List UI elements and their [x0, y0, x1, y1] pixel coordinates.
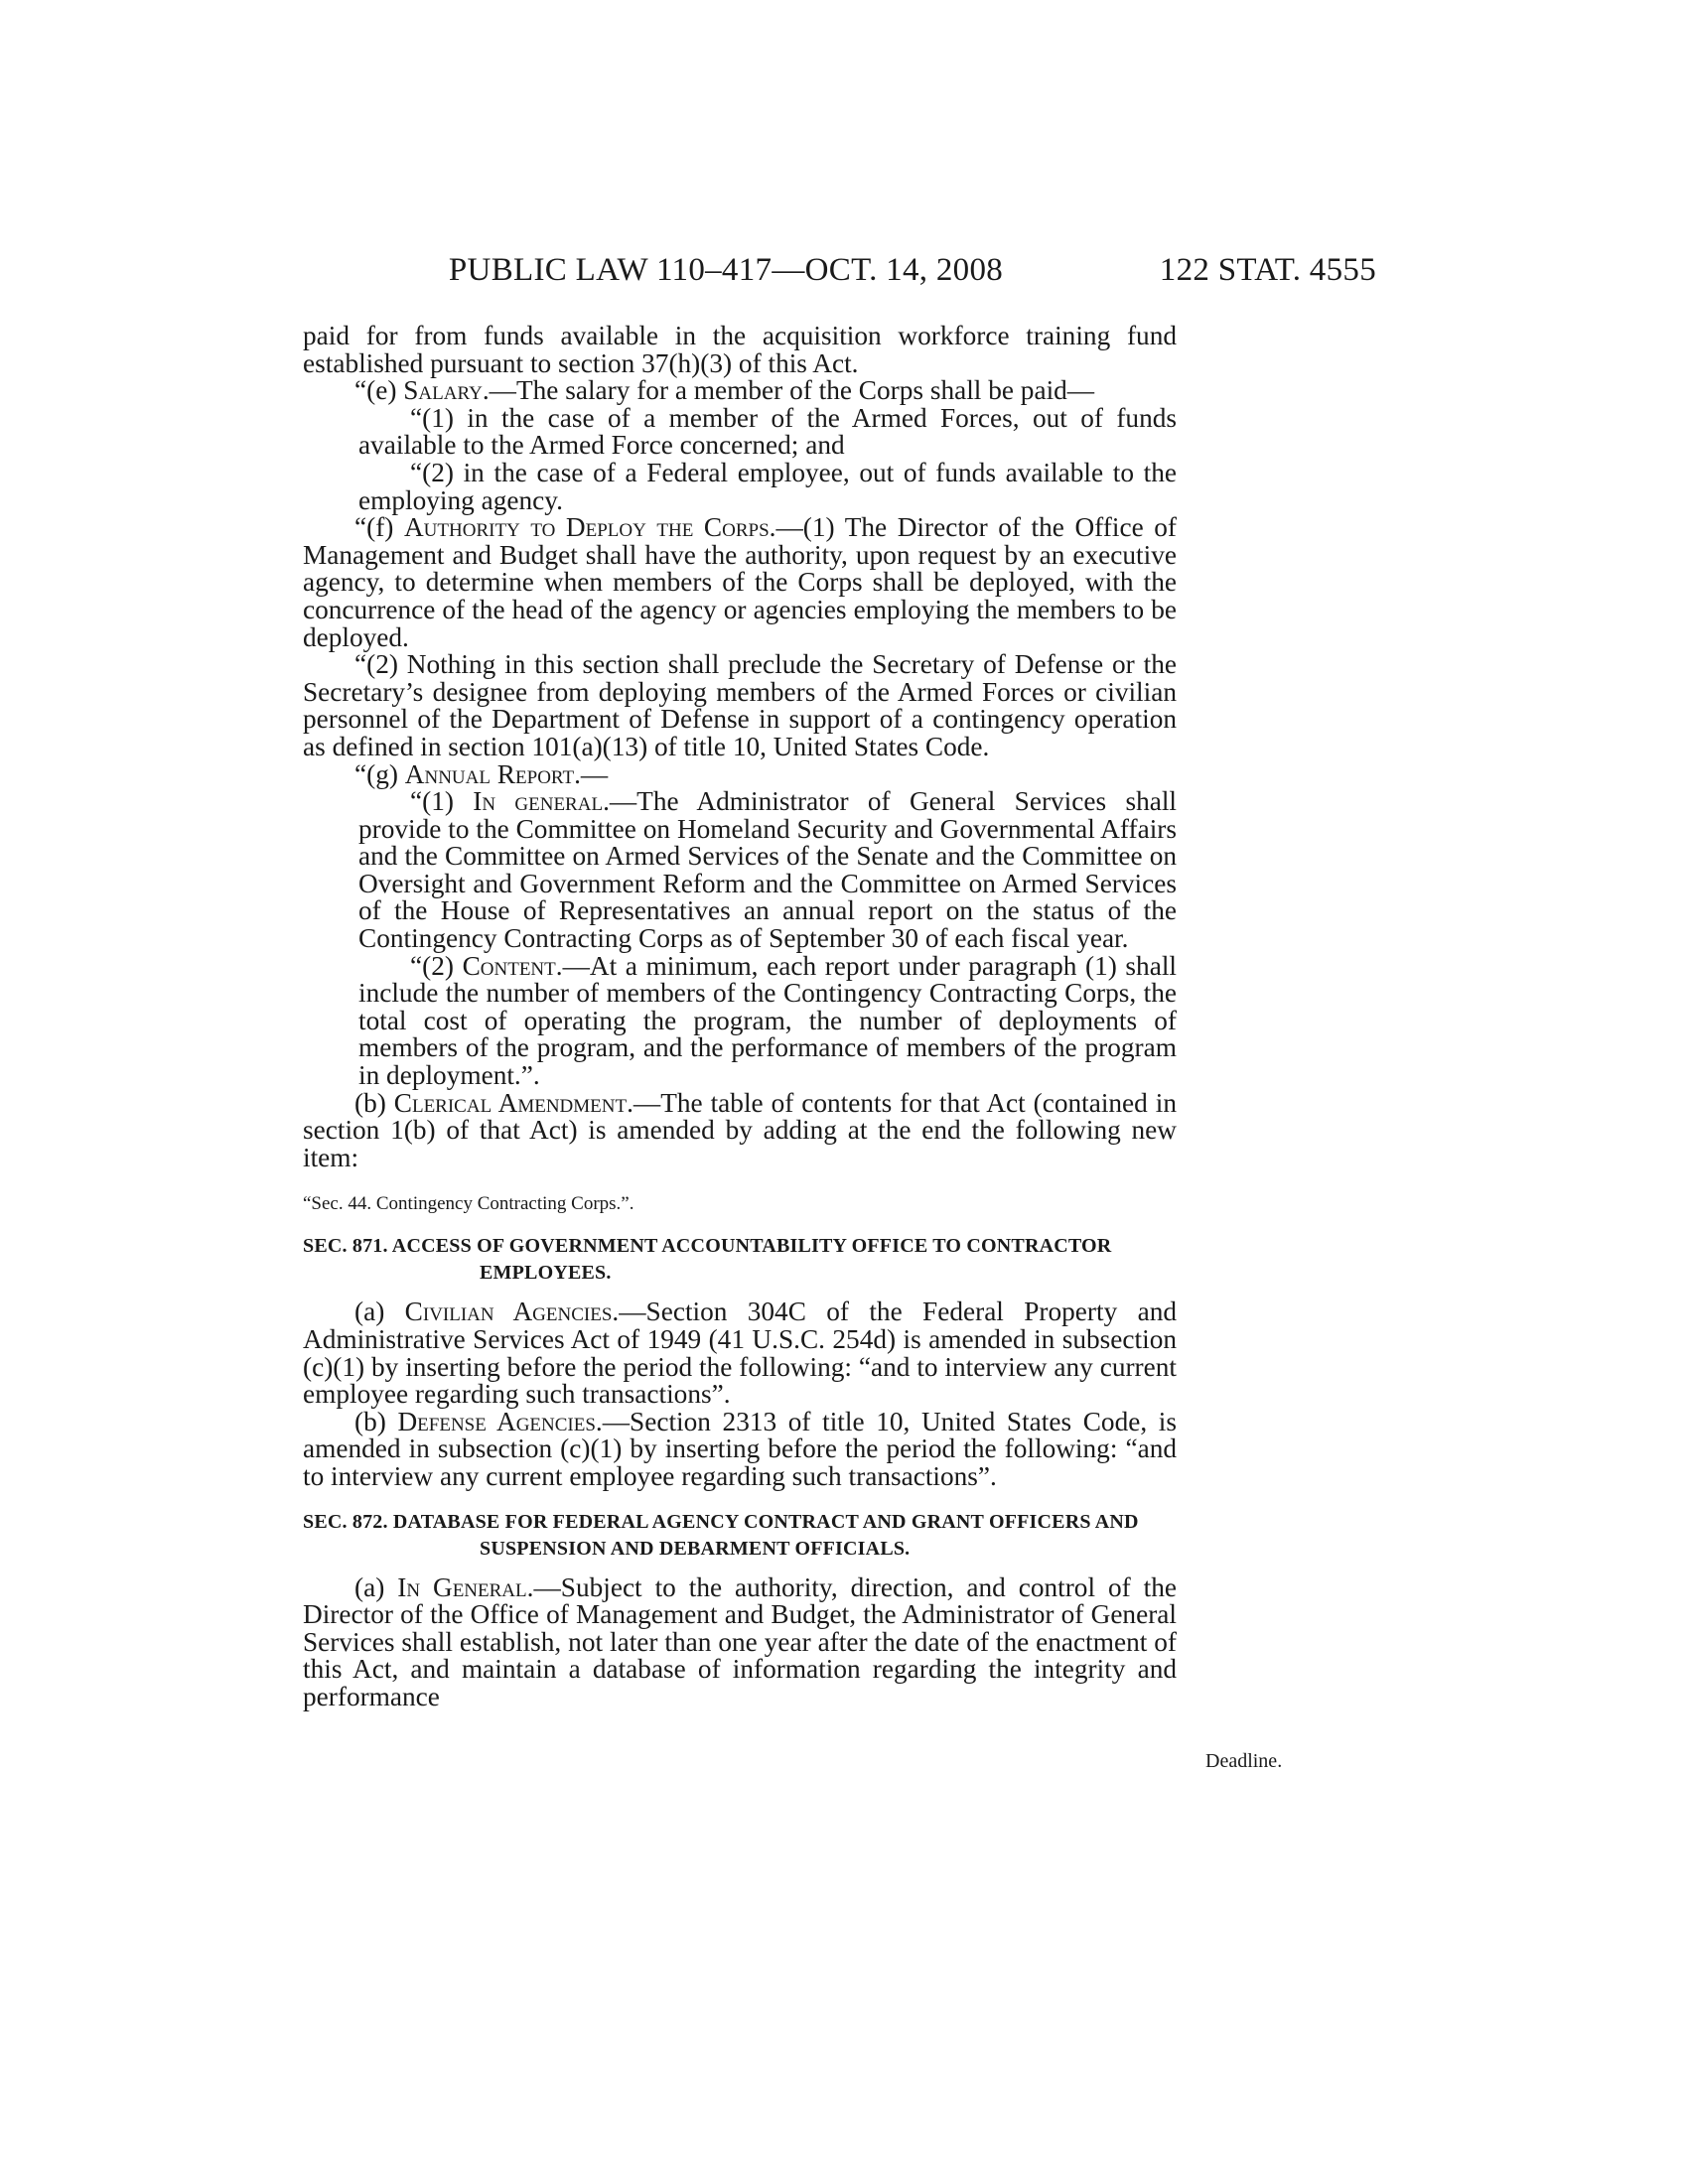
subsection-f-authority: “(f) Authority to Deploy the Corps.—(1) The Director of the Office of Management and Budget shall have the authority, upon request by an executive agency, to determine when members of the Corps shall be deployed, with the concurrence of the head of the agency or agencies employing the members to be deployed. [303, 512, 1177, 652]
paragraph-f2: “(2) Nothing in this section shall preclude the Secretary of Defense or the Secretary’s designee from deploying members of the Armed Forces or civilian personnel of the Department of Defense in support of a contingency operation as defined in section 101(a)(13) of title 10, United States Code. [303, 649, 1177, 761]
section-872-a: (a) In General.—Subject to the authority, direction, and control of the Director of the Office of Management and Budget, the Administrator of General Services shall establish, not later than one year after the date of the enactment of this Act, and maintain a database of information regarding the integrity and performance [303, 1571, 1177, 1711]
section-871-heading: SEC. 871. ACCESS OF GOVERNMENT ACCOUNTABILITY OFFICE TO CONTRACTOR EMPLOYEES. [303, 1235, 1112, 1285]
statute-body [303, 323, 1177, 1711]
page-header-title: PUBLIC LAW 110–417—OCT. 14, 2008 [448, 252, 1004, 288]
section-872-heading: SEC. 872. DATABASE FOR FEDERAL AGENCY CONTRACT AND GRANT OFFICERS AND SUSPENSION AND DEBARMENT OFFICIALS. [303, 1510, 1139, 1560]
margin-note-deadline: Deadline. [1205, 1750, 1283, 1772]
subsection-heading: Authority to Deploy the Corps [403, 512, 770, 543]
subsection-heading: In General [397, 1571, 527, 1602]
paragraph-g1-in-general: “(1) In general.—The Administrator of General Services shall provide to the Committee on Homeland Security and Governmental Affairs and the Committee on Armed Services of the Senate and the Committee on Oversight and Government Reform and the Committee on Armed Services of the House of Representatives an annual report on the status of the Contingency Contracting Corps as of September 30 of each fiscal year. [358, 786, 1177, 954]
subsection-heading: Clerical Amendment [393, 1087, 628, 1118]
toc-item: “Sec. 44. Contingency Contracting Corps.”. [303, 1193, 634, 1215]
paragraph-heading: Content [462, 950, 556, 981]
subsection-heading: Defense Agencies [397, 1406, 596, 1436]
section-871-b: (b) Defense Agencies.—Section 2313 of title 10, United States Code, is amended in subsection (c)(1) by inserting before the period the following: “and to interview any current employee regarding such transactions”. [303, 1406, 1178, 1491]
subsection-heading: Annual Report [404, 758, 575, 789]
paragraph-g2-content: “(2) Content.—At a minimum, each report under paragraph (1) shall include the number of members of the Contingency Contracting Corps, the total cost of operating the program, the number of deployments of members of the program, and the performance of members of the program in deployment.”. [358, 950, 1177, 1091]
subsection-g-annual-report: “(g) Annual Report.— [354, 758, 609, 789]
subsection-heading: Salary [403, 375, 483, 406]
paragraph-heading: In general [473, 786, 604, 817]
paragraph-continuation: paid for from funds available in the acquisition workforce training fund established pursuant to section 37(h)(3) of this Act. [303, 321, 1177, 378]
subsection-heading: Civilian Agencies [404, 1297, 613, 1327]
section-871-a: (a) Civilian Agencies.—Section 304C of the Federal Property and Administrative Services Act of 1949 (41 U.S.C. 254d) is amended in subsection (c)(1) by inserting before the period the following: “and to interview any current employee regarding such transactions”. [303, 1297, 1178, 1410]
subsection-b-clerical-amendment: (b) Clerical Amendment.—The table of contents for that Act (contained in section 1(b) of that Act) is amended by adding at the end the following new item: [303, 1087, 1177, 1172]
subsection-e-salary: “(e) Salary.—The salary for a member of the Corps shall be paid— [354, 375, 1095, 406]
page-header-stat: 122 STAT. 4555 [1159, 252, 1376, 288]
paragraph-e2: “(2) in the case of a Federal employee, out of funds available to the employing agency. [358, 457, 1177, 515]
paragraph-e1: “(1) in the case of a member of the Armed Forces, out of funds available to the Armed Force concerned; and [358, 402, 1177, 461]
